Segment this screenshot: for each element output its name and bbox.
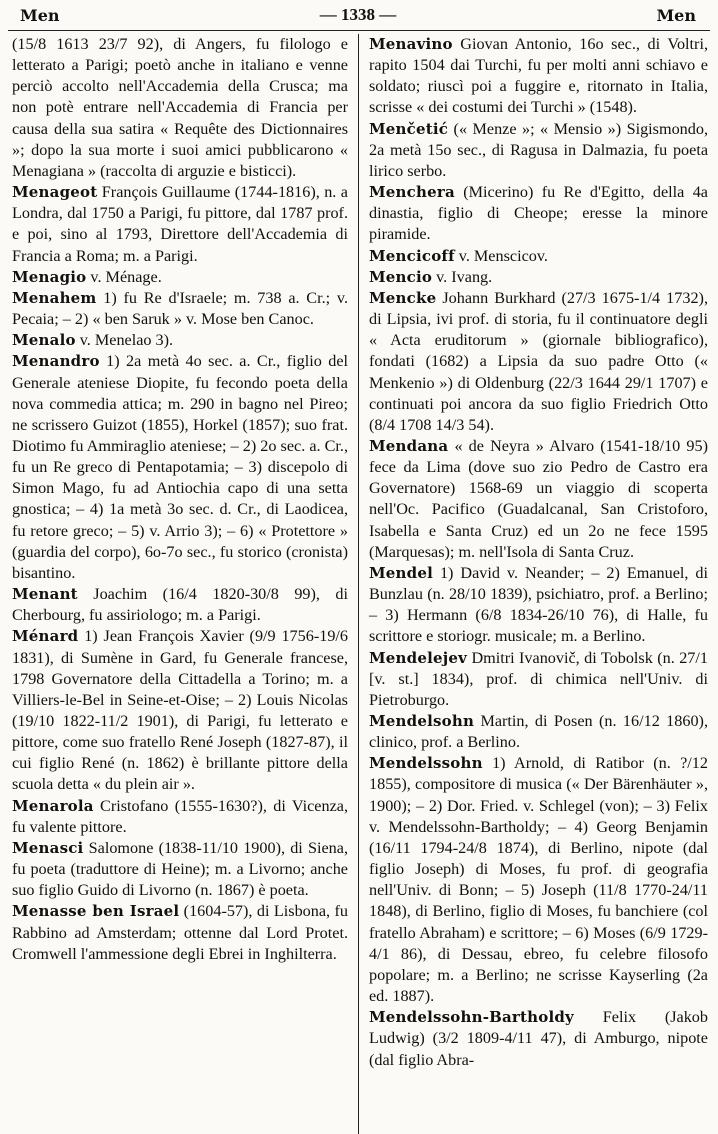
entry — [12, 34, 348, 182]
entry-text: Giovan Antonio, 16o sec., di Voltri, rapito 1504 dai Turchi, fu per molti anni schiavo e soldato; riuscì poi a fuggire e, ritornato in Italia, scrisse « dei costumi dei Turchi » (1548). — [369, 35, 708, 117]
entry-text: Felix (Jakob Ludwig) (3/2 1809-4/11 47), di Amburgo, nipote (dal figlio Abra- — [369, 1008, 708, 1069]
entry — [12, 330, 348, 351]
header-left-guideword: Men — [20, 5, 60, 25]
entry-headword: Mendel — [369, 563, 433, 582]
entry-text: v. Ivang. — [432, 267, 493, 286]
entry-headword: Ménard — [12, 627, 79, 646]
entry — [369, 119, 708, 182]
entry-text: Salomone (1838-11/10 1900), di Siena, fu poeta (traduttore di Heine); m. a Livorno; anche suo figlio Guido di Livorno (n. 1867) è poeta. — [12, 838, 348, 900]
entry — [12, 901, 348, 964]
entry — [369, 563, 708, 648]
entry-text: Dmitri Ivanovič, di Tobolsk (n. 27/1 [v. st.] 1834), prof. di chimica nell'Univ. di Pietroburgo. — [369, 648, 708, 709]
entry-headword: Menant — [12, 585, 78, 604]
entry — [369, 267, 708, 288]
right-column — [359, 34, 710, 1134]
entry — [369, 753, 708, 1007]
entry-text: (15/8 1613 23/7 92), di Angers, fu filologo e letterato a Parigi; poetò anche in italiano e venne perciò accolto nell'Accademia della Crusca; ma non potè entrare nell'Accademia di Francia per causa della sua satira « Requête des Dictionnaires »; dopo la sua morte i suoi amici pubblicarono « Menagiana » (raccolta di arguzie e bisticci). — [12, 35, 348, 180]
entry-headword: Menčetić — [369, 119, 449, 138]
entry-text: (1604-57), di Lisbona, fu Rabbino ad Amsterdam; ottenne dal Lord Protet. Cromwell l'ammessione degli Ebrei in Inghilterra. — [12, 902, 348, 963]
entry-text: Cristofano (1555-1630?), di Vicenza, fu valente pittore. — [12, 796, 348, 836]
entry-text: 1) Jean François Xavier (9/9 1756-19/6 1831), di Sumène in Gard, fu Generale francese, 1798 Governatore della Cittadella a Torino; m. a Villiers-le-Bel in Seine-et-Oise; – 2) Louis Nicolas (19/10 1822-11/2 1901), di Parigi, fu letterato e pittore, come suo fratello René Joseph (1827-87), il cui figlio René (n. 1862) è brillante pittore della scuola detta « du plein air ». — [12, 627, 348, 794]
text-columns — [8, 34, 710, 1134]
left-column — [8, 34, 359, 1134]
entry — [12, 351, 348, 584]
entry-text: 1) David v. Neander; – 2) Emanuel, di Bunzlau (n. 28/10 1839), psichiatro, prof. a Berlino; – 3) Hermann (6/8 1834-26/10 76), di Halle, fu scrittore e storiogr. musicale; m. a Berlino. — [369, 563, 708, 646]
entry-headword: Menagio — [12, 267, 87, 286]
entry-headword: Menalo — [12, 331, 76, 350]
entry — [12, 267, 348, 288]
entry-text: Joachim (16/4 1820-30/8 99), di Cherbourg, fu assiriologo; m. a Parigi. — [12, 585, 348, 625]
entry-text: Martin, di Posen (n. 16/12 1860), clinico, prof. a Berlino. — [369, 712, 708, 752]
entry-headword: Mencke — [369, 288, 437, 307]
entry-text: François Guillaume (1744-1816), n. a Londra, dal 1750 a Parigi, fu pittore, dal 1787 prof. e poi, sino al 1793, Direttore dell'Accademia di Francia a Roma; m. a Parigi. — [12, 183, 348, 265]
entry-headword: Mencio — [369, 267, 433, 286]
entry — [369, 246, 708, 267]
entry — [12, 838, 348, 901]
entry-text: 1) fu Re d'Israele; m. 738 a. Cr.; v. Pecaia; – 2) « ben Saruk » v. Mose ben Canoc. — [12, 288, 348, 329]
entry-headword: Mendelsohn — [369, 712, 475, 730]
entry-headword: Menarola — [12, 796, 94, 815]
entry-headword: Menasci — [12, 838, 84, 857]
entry-headword: Mendelejev — [369, 648, 468, 667]
entry-text: v. Ménage. — [86, 267, 162, 286]
entry-headword: Mendelssohn — [369, 754, 483, 773]
entry-text: (Micerino) fu Re d'Egitto, della 4a dinastia, figlio di Cheope; eresse la minore piramide. — [369, 183, 708, 244]
entry-headword: Menahem — [12, 288, 97, 307]
entry-headword: Menasse ben Israel — [12, 902, 180, 921]
entry — [12, 584, 348, 626]
entry — [369, 34, 708, 119]
page-number: — 1338 — — [319, 5, 397, 24]
entry-headword: Menavino — [369, 35, 453, 53]
entry-text: (« Menze »; « Mensio ») Sigismondo, 2a metà 15o sec., di Ragusa in Dalmazia, fu poeta lirico serbo. — [369, 119, 708, 180]
running-header — [8, 0, 710, 31]
entry-text: Johann Burkhard (27/3 1675-1/4 1732), di Lipsia, ivi prof. di storia, fu il continuatore degli « Acta eruditorum » (giornale bibliografico), fondati (1682) a Lipsia da suo padre Otto (« Menkenio ») di Oldenburg (22/3 1644 29/1 1707) e continuati poi ancora da suo figlio Friedrich Otto (8/4 1708 14/3 54). — [369, 288, 708, 434]
entry-headword: Menchera — [369, 183, 455, 202]
entry-text: v. Menscicov. — [454, 246, 548, 265]
entry-headword: Mendelssohn-Bartholdy — [369, 1008, 574, 1027]
entry-headword: Mencicoff — [369, 246, 455, 265]
entry-headword: Menandro — [12, 352, 100, 371]
entry-text: v. Menelao 3). — [75, 331, 174, 350]
entry-headword: Mendana — [369, 436, 449, 455]
entry — [12, 288, 348, 330]
entry-text: 1) 2a metà 4o sec. a. Cr., figlio del Generale ateniese Diopite, fu fecondo poeta della nova commedia attica; m. 290 in bagno nel Pireo; ne scrissero Guizot (1855), Horkel (1857); suo frat. Diotimo fu Ammiraglio ateniese; – 2) 2o sec. a. Cr., fu un Re greco di Pentapotamia; – 3) discepolo di Simon Mago, fu ad Antiochia capo di una setta gnostica; – 4) 1a metà 3o sec. d. Cr., di Laodicea, fu retore greco; – 5) v. Arrio 3); – 6) « Protettore » (guardia del corpo), 6o-7o sec., fu storico (cronista) bisantino. — [12, 352, 348, 582]
entry — [369, 436, 708, 563]
entry — [12, 796, 348, 838]
entry — [369, 182, 708, 245]
entry — [369, 1007, 708, 1070]
entry — [369, 711, 708, 753]
entry — [369, 648, 708, 711]
entry — [369, 288, 708, 436]
header-right-guideword: Men — [656, 5, 696, 25]
entry — [12, 626, 348, 795]
entry — [12, 182, 348, 267]
entry-text: « de Neyra » Alvaro (1541-18/10 95) fece da Lima (dove suo zio Pedro de Castro era Governatore) 1568-69 un viaggio di scoperta nell'Oc. Pacifico (Guadalcanal, San Cristoforo, Isabella e Santa Cruz) ed un 2o ne fece 1595 (Marquesas); m. nell'Isola di Santa Cruz. — [369, 436, 708, 561]
entry-text: 1) Arnold, di Ratibor (n. ?/12 1855), compositore di musica (« Der Bärenhäuter », 1900); – 2) Dor. Fried. v. Schlegel (von); – 3) Felix v. Mendelssohn-Bartholdy; – 4) Georg Benjamin (16/11 1794-24/8 1874), di Berlino, nipote (dal figlio Joseph) di Moses, fu prof. di geografia nell'Univ. di Bonn; – 5) Joseph (11/8 1770-24/11 1848), di Berlino, figlio di Moses, fu banchiere (col fratello Abraham) e scrittore; – 6) Moses (6/9 1729-4/1 86), di Dessau, ebreo, fu celebre filosofo popolare; m. a Berlino; ne scrisse Kayserling (2a ed. 1887). — [369, 754, 708, 1006]
entry-headword: Menageot — [12, 183, 98, 202]
